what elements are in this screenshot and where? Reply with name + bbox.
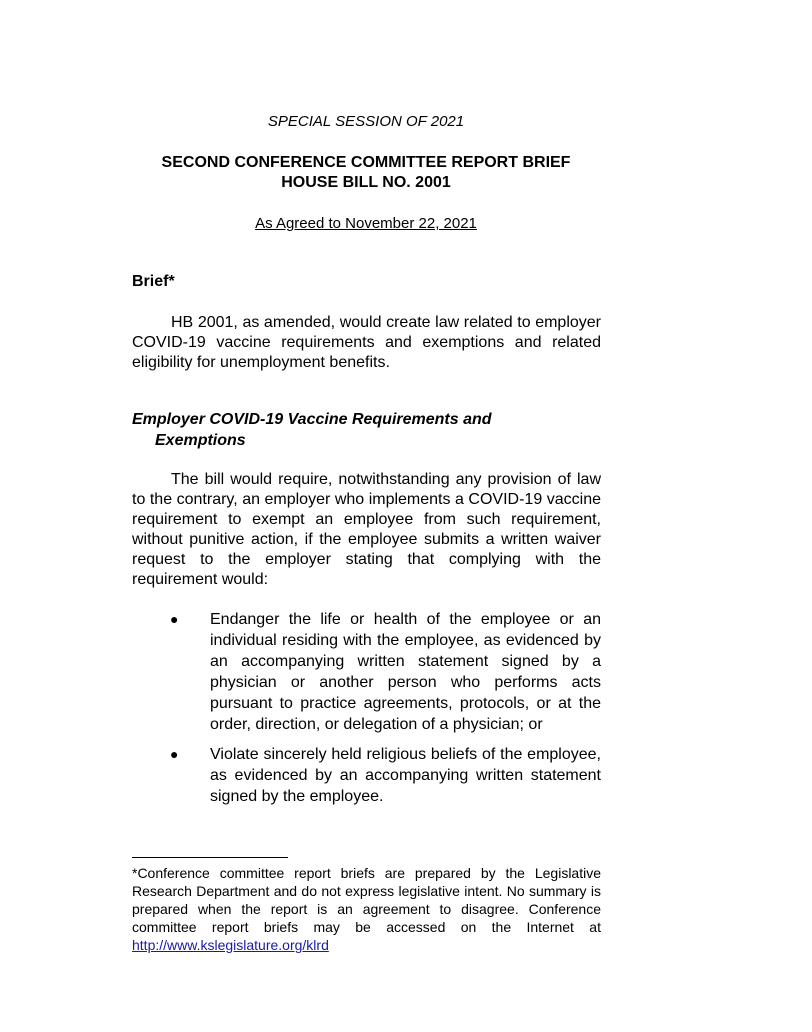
list-item-text: Violate sincerely held religious beliefs of the employee, as evidenced by an accompanying written statement signed by the employee. <box>210 746 601 805</box>
bullet-icon: ● <box>170 611 179 627</box>
brief-heading: Brief* <box>132 273 175 290</box>
section-paragraph: The bill would require, notwithstanding any provision of law to the contrary, an employer who implements a COVID-19 vaccine requirement to exempt an employee from such requirement, without punitive action, if the employee submits a written waiver request to the employer stating that complying with the requirement would: <box>132 471 601 588</box>
footnote-text: *Conference committee report briefs are prepared by the Legislative Research Department and do not express legislative intent. No summary is prepared when the report is an agreement to disagree. Conference committee report briefs may be accessed on the Internet at <box>132 865 601 935</box>
brief-paragraph: HB 2001, as amended, would create law related to employer COVID-19 vaccine requirements and exemptions and related eligibility for unemployment benefits. <box>132 314 601 371</box>
footnote <box>132 864 601 954</box>
report-title-line1: SECOND CONFERENCE COMMITTEE REPORT BRIEF <box>161 154 571 171</box>
footnote-divider <box>132 857 288 858</box>
list-item-text: Endanger the life or health of the employee or an individual residing with the employee, as evidenced by an accompanying written statement signed by a physician or another person who performs acts pursuant to practice agreements, protocols, or at the order, direction, or delegation of a physician; or <box>210 611 601 733</box>
section-heading: Employer COVID-19 Vaccine Requirements and Exemptions <box>132 411 492 449</box>
report-title-line2: HOUSE BILL NO. 2001 <box>281 174 451 191</box>
klrd-link[interactable]: http://www.kslegislature.org/klrd <box>132 937 329 953</box>
bullet-icon: ● <box>170 746 179 762</box>
report-title <box>0 153 732 193</box>
session-label: SPECIAL SESSION OF 2021 <box>267 113 465 130</box>
agreed-date: As Agreed to November 22, 2021 <box>255 215 477 232</box>
